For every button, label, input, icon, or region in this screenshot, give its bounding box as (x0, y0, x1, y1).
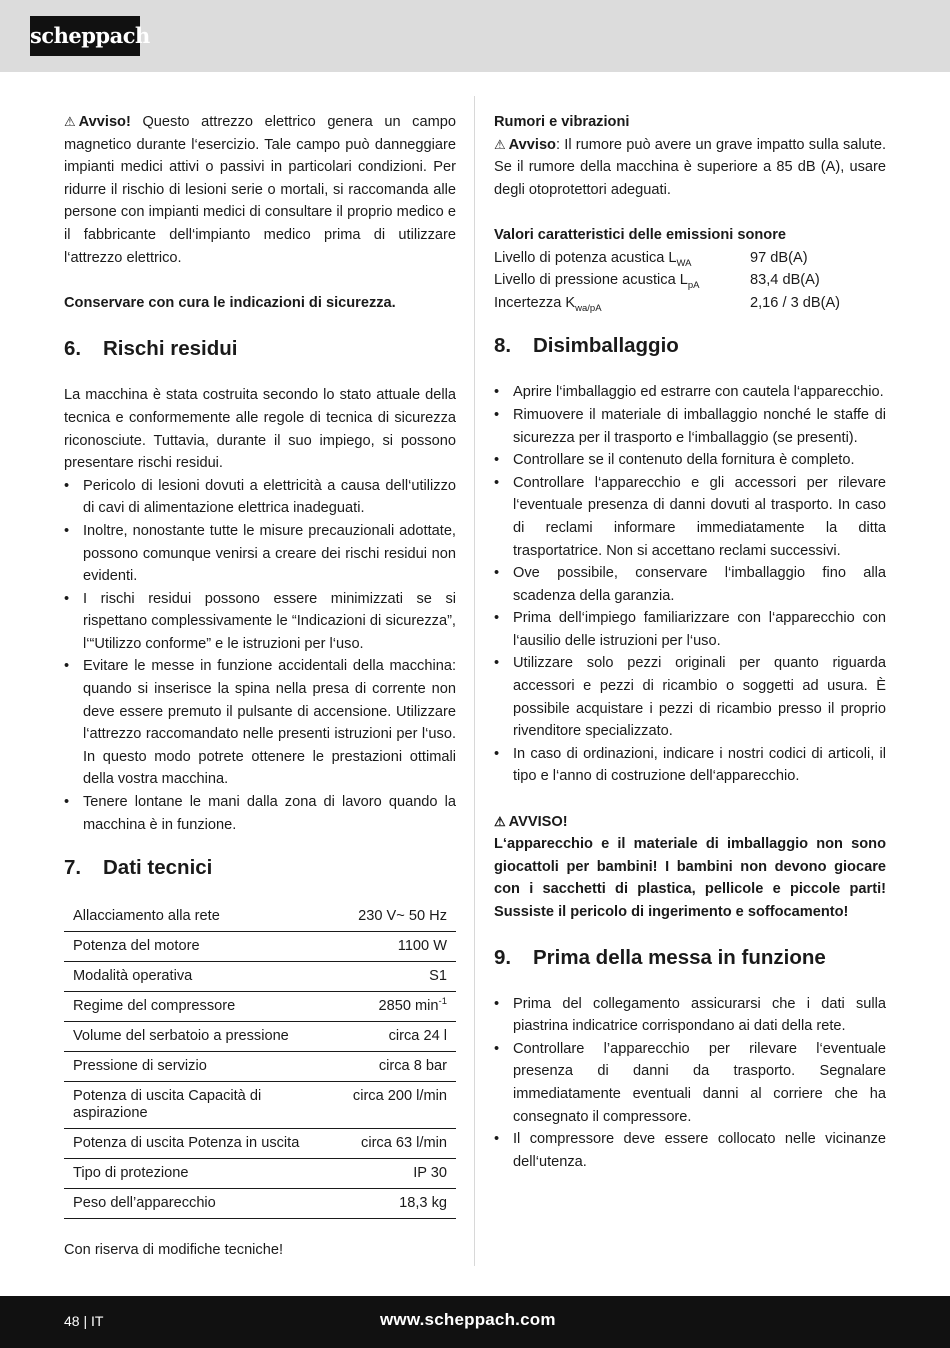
list-item: • Controllare se il contenuto della fornitura è completo. (494, 449, 886, 472)
table-row (64, 1082, 456, 1129)
table-row (64, 1052, 456, 1082)
column-divider (474, 96, 475, 1266)
spec-label: Potenza di uscita Potenza in uscita (64, 1129, 344, 1159)
warning-triangle-icon: ⚠ (494, 813, 506, 829)
section-8-heading: 8. Disimballaggio (494, 334, 679, 358)
table-row (64, 992, 456, 1022)
table-row (64, 1022, 456, 1052)
emissions-values (494, 247, 886, 315)
scheppach-logo: scheppach (30, 16, 140, 56)
packaging-warning-text: L‘apparecchio e il materiale di imballaggio non sono giocattoli per bambini! I bambini non devono giocare con i sacchetti di plastica, pellicole e piccole parti! Sussiste il pericolo di ingerimento e soffocamento! (494, 836, 886, 920)
spec-label: Peso dell’apparecchio (64, 1189, 344, 1219)
website-link[interactable]: www.scheppach.com (380, 1310, 556, 1329)
emission-row: Incertezza $K_{wa/pA}$ 2,16 / 3 dB(A) (494, 294, 841, 314)
table-row (64, 902, 456, 932)
spec-label: Allacciamento alla rete (64, 902, 344, 932)
spec-value: 1100 W (344, 932, 456, 962)
table-row (64, 1189, 456, 1219)
emission-row: Livello di potenza acustica $L_{WA}$ 97 dB(A) (494, 249, 808, 269)
page-number: 48 | IT (64, 1313, 104, 1329)
section-7-heading: 7. Dati tecnici (64, 856, 213, 880)
list-item: • Controllare l‘apparecchio e gli accessori per rilevare l‘eventuale presenza di danni dovuti al trasporto. In caso di reclami informare immediatamente la ditta trasportatrice. Non si accettano reclami successivi. (494, 472, 886, 562)
table-row (64, 932, 456, 962)
page-footer (0, 1296, 950, 1348)
spec-value: circa 63 l/min (344, 1129, 456, 1159)
noise-warning: ⚠ Avviso: Il rumore può avere un grave impatto sulla salute. Se il rumore della macchina è superiore a 85 dB (A), usare degli otoprotettori adeguati. (494, 134, 886, 202)
magnetic-field-warning (64, 111, 456, 269)
noise-title: Rumori e vibrazioni (494, 114, 630, 130)
list-item: • Il compressore deve essere collocato nelle vicinanze dell‘utenza. (494, 1128, 886, 1173)
residual-risks-list (64, 475, 456, 837)
spec-value: circa 200 l/min (344, 1082, 456, 1129)
emission-row: Livello di pressione acustica $L_{pA}$ 83,4 dB(A) (494, 272, 820, 292)
technical-data-table (64, 902, 456, 1219)
section-6-intro: La macchina è stata costruita secondo lo stato attuale della tecnica e conformemente alle regole di tecnica di sicurezza riconosciute. Tuttavia, durante il suo impiego, si possono presentare rischi residui. (64, 387, 456, 472)
section-6-heading: 6. Rischi residui (64, 337, 238, 361)
list-item: • Ove possibile, conservare l‘imballaggio fino alla scadenza della garanzia. (494, 562, 886, 607)
warning-triangle-icon: ⚠ (64, 114, 76, 129)
spec-value: 2850 $\min^{-1}$ (344, 992, 456, 1022)
page-header (0, 0, 950, 72)
spec-value: circa 24 l (344, 1022, 456, 1052)
spec-label: Potenza del motore (64, 932, 344, 962)
list-item: • Controllare l’apparecchio per rilevare l‘eventuale presenza di danni da trasporto. Segnalare immediatamente eventuali danni al corriere che ha consegnato il compressore. (494, 1038, 886, 1128)
spec-label: Tipo di protezione (64, 1159, 344, 1189)
spec-label: Regime del compressore (64, 992, 344, 1022)
list-item: • Inoltre, nonostante tutte le misure precauzionali adottate, possono comunque venirsi a creare dei rischi residui non evidenti. (64, 520, 456, 588)
unpacking-list (494, 381, 886, 788)
list-item: • Tenere lontane le mani dalla zona di lavoro quando la macchina è in funzione. (64, 791, 456, 836)
spec-value: 230 V~ 50 Hz (344, 902, 456, 932)
table-row (64, 1159, 456, 1189)
spec-label: Volume del serbatoio a pressione (64, 1022, 344, 1052)
warning-label: Avviso! (78, 114, 131, 130)
emissions-title: Valori caratteristici delle emissioni sonore (494, 226, 786, 243)
right-column (494, 111, 886, 1173)
technical-changes-note: Con riserva di modifiche tecniche! (64, 1242, 284, 1259)
section-9-heading: 9. Prima della messa in funzione (494, 945, 826, 969)
list-item: • Prima del collegamento assicurarsi che i dati sulla piastrina indicatrice corrispondano ai dati della rete. (494, 993, 886, 1038)
packaging-warning-label: ⚠ AVVISO! (494, 811, 886, 834)
warning-text: Questo attrezzo elettrico genera un campo magnetico durante l‘esercizio. Tale campo può danneggiare impianti medici attivi o passivi in particolari condizioni. Per ridurre il rischio di lesioni serie o mortali, si raccomanda alle persone con impianti medici di consultare il proprio medico e il fabbricante dell‘impianto medico prima di utilizzare l‘attrezzo elettrico. (64, 114, 456, 266)
table-row (64, 1129, 456, 1159)
left-column (64, 111, 456, 1262)
spec-value: circa 8 bar (344, 1052, 456, 1082)
spec-label: Modalità operativa (64, 962, 344, 992)
list-item: • Utilizzare solo pezzi originali per quanto riguarda accessori e pezzi di ricambio o soggetti ad usura. È possibile acquistare i pezzi di ricambio presso il proprio rivenditore specializzato. (494, 652, 886, 742)
list-item: • Rimuovere il materiale di imballaggio nonché le staffe di sicurezza per il trasporto e l‘imballaggio (se presenti). (494, 404, 886, 449)
list-item: • Pericolo di lesioni dovuti a elettricità a causa dell‘utilizzo di cavi di alimentazione elettrica inadeguati. (64, 475, 456, 520)
spec-value: S1 (344, 962, 456, 992)
list-item: • I rischi residui possono essere minimizzati se si rispettano complessivamente le “Indicazioni di sicurezza”, l‘“Utilizzo conforme” e le istruzioni per l‘uso. (64, 588, 456, 656)
list-item: • Aprire l‘imballaggio ed estrarre con cautela l‘apparecchio. (494, 381, 886, 404)
list-item: • Prima dell‘impiego familiarizzare con l‘apparecchio con l‘ausilio delle istruzioni per l‘uso. (494, 607, 886, 652)
spec-value: IP 30 (344, 1159, 456, 1189)
list-item: • In caso di ordinazioni, indicare i nostri codici di articoli, il tipo e l‘anno di costruzione dell‘apparecchio. (494, 743, 886, 788)
keep-instructions-note: Conservare con cura le indicazioni di sicurezza. (64, 294, 396, 311)
spec-label: Potenza di uscita Capacità di aspirazione (64, 1082, 344, 1129)
before-startup-list (494, 993, 886, 1174)
spec-value: 18,3 kg (344, 1189, 456, 1219)
warning-triangle-icon: ⚠ (494, 136, 506, 152)
table-row (64, 962, 456, 992)
spec-label: Pressione di servizio (64, 1052, 344, 1082)
list-item: • Evitare le messe in funzione accidentali della macchina: quando si inserisce la spina nella presa di corrente non deve essere premuto il pulsante di accensione. Utilizzare l‘attrezzo raccomandato nelle presenti istruzioni per l‘uso. In questo modo potrete ottenere le prestazioni ottimali della vostra macchina. (64, 655, 456, 791)
